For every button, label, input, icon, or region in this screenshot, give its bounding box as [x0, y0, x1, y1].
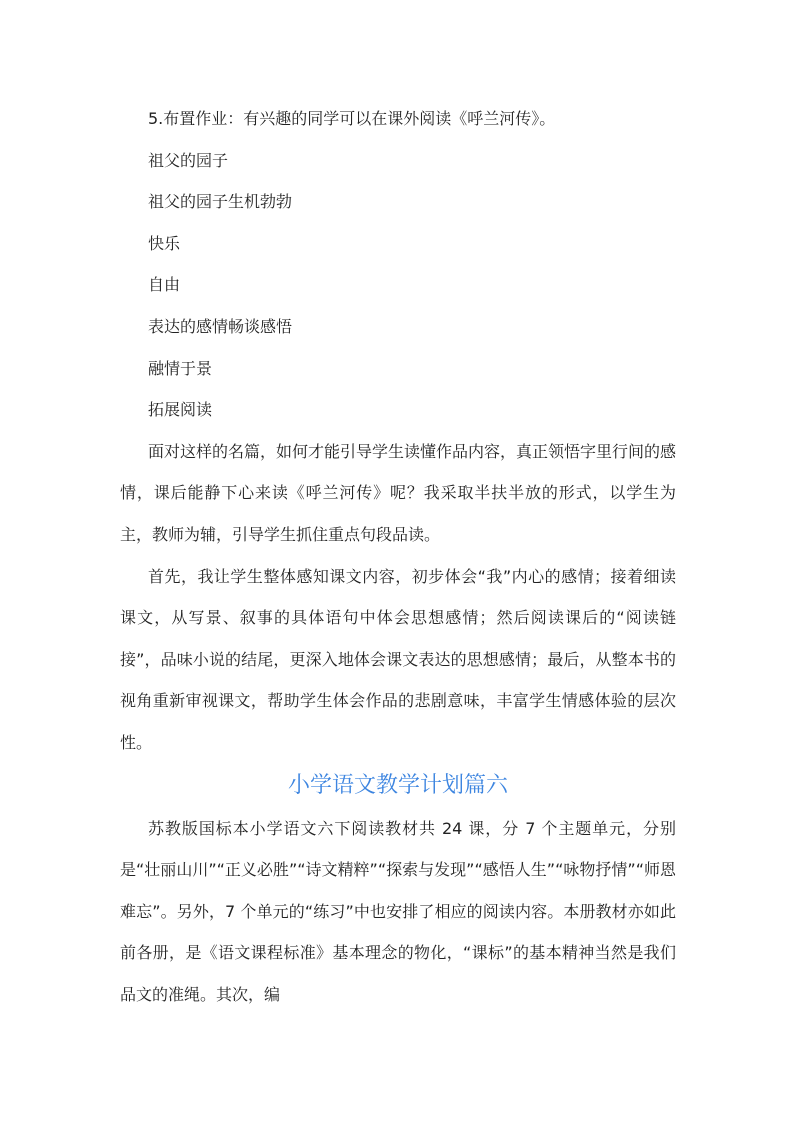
- section-paragraph-1: 苏教版国标本小学语文六下阅读教材共 24 课，分 7 个主题单元，分别是“壮丽山川”“正义必胜”“诗文精粹”“探索与发现”“感悟人生”“咏物抒情”“师恩难忘”。另外，7 个单元的“练习”中也安排了相应的阅读内容。本册教材亦如此前各册，是《语文课程标准》基本理念的物化，“课标”的基本精神当然是我们品文的准绳。其次，编: [120, 818, 676, 1004]
- outline-item-garden: 祖父的园子: [148, 150, 229, 170]
- outline-item-vitality: 祖父的园子生机勃勃: [148, 192, 293, 212]
- document-body: [120, 98, 676, 1015]
- reflection-paragraph-1: 面对这样的名篇，如何才能引导学生读懂作品内容，真正领悟字里行间的感情，课后能静下心来读《呼兰河传》呢？我采取半扶半放的形式，以学生为主，教师为辅，引导学生抓住重点句段品读。: [120, 441, 677, 544]
- outline-item-scene: 融情于景: [148, 358, 213, 378]
- homework-line: 5.布置作业：有兴趣的同学可以在课外阅读《呼兰河传》。: [148, 109, 556, 128]
- outline-item-free: 自由: [148, 275, 181, 295]
- outline-item-feelings: 表达的感情畅谈感悟: [148, 316, 293, 336]
- outline-item-extended-reading: 拓展阅读: [148, 400, 213, 420]
- reflection-paragraph-2: 首先，我让学生整体感知课文内容，初步体会“我”内心的感情；接着细读课文，从写景、叙事的具体语句中体会思想感情；然后阅读课后的“阅读链接”，品味小说的结尾，更深入地体会课文表达的思想感情；最后，从整本书的视角重新审视课文，帮助学生体会作品的悲剧意味，丰富学生情感体验的层次性。: [120, 566, 676, 752]
- outline-item-happy: 快乐: [148, 233, 181, 253]
- section-title: 小学语文教学计划篇六: [287, 772, 508, 798]
